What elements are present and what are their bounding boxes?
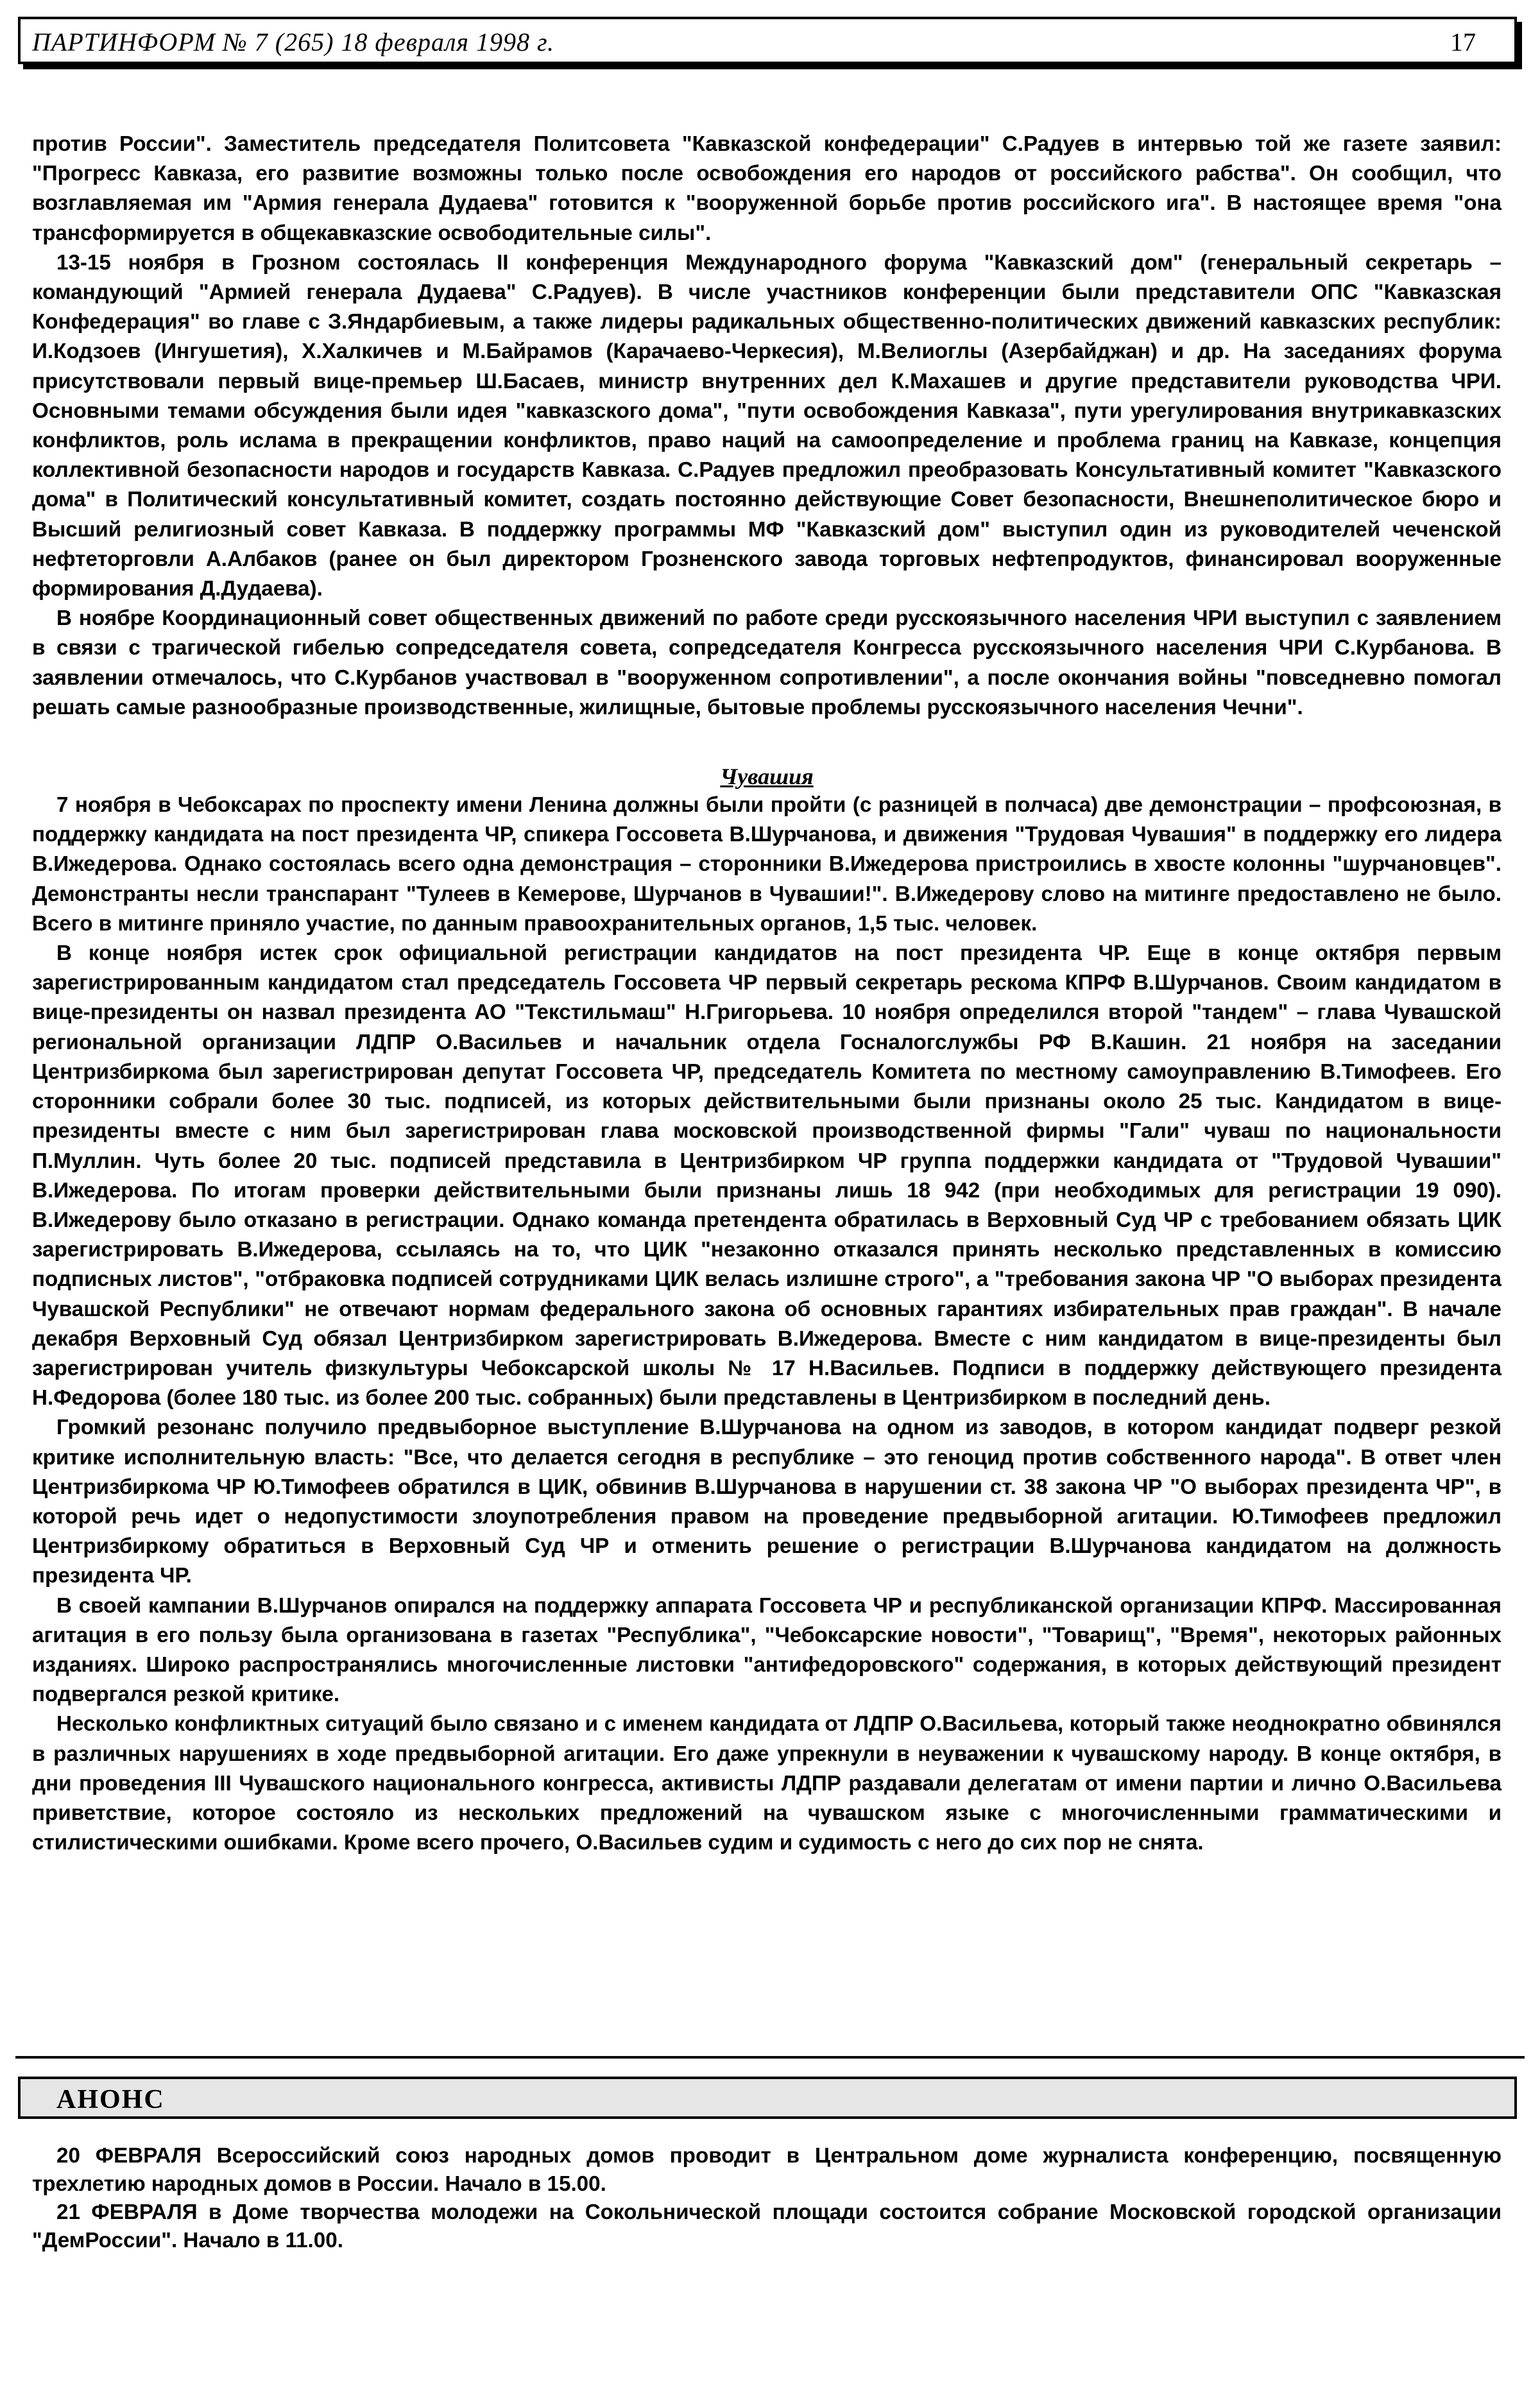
paragraph: против России". Заместитель председателя Политсовета "Кавказской конфедерации" С.Радуев в интервью той же газете заявил: "Прогресс Кавказа, его развитие возможны только после освобождения его народов от российского рабства". Он сообщил, что возглавляемая им "Армия генерала Дудаева" готовится к "вооруженной борьбе против российского ига". В настоящее время "она трансформируется в общекавказские освободительные силы". — [32, 132, 1502, 245]
section-heading: Чувашия — [720, 764, 814, 790]
paragraph: Несколько конфликтных ситуаций было связано и с именем кандидата от ЛДПР О.Васильева, который также неоднократно обвинялся в различных нарушениях в ходе предвыборной агитации. Его даже упрекнули в неуважении к чувашскому народу. В конце октября, в дни проведения III Чувашского национального конгресса, активисты ЛДПР раздавали делегатам от имени партии и лично О.Васильева приветствие, которое состояло из нескольких предложений на чувашском языке с многочисленными грамматическими и стилистическими ошибками. Кроме всего прочего, О.Васильев судим и судимость с него до сих пор не снята. — [32, 1712, 1502, 1855]
paragraph: Громкий резонанс получило предвыборное выступление В.Шурчанова на одном из заводов, в котором кандидат подверг резкой критике исполнительную власть: "Все, что делается сегодня в республике – это геноцид против собственного народа". В ответ член Центризбиркома ЧР Ю.Тимофеев обратился в ЦИК, обвинив В.Шурчанова в нарушении ст. 38 закона ЧР "О выборах президента ЧР", в которой речь идет о недопустимости злоупотребления правом на проведение предвыборной агитации. Ю.Тимофеев предложил Центризбиркому обратиться в Верховный Суд ЧР и отменить решение о регистрации В.Шурчанова кандидатом на должность президента ЧР. — [32, 1416, 1502, 1588]
paragraph: 7 ноября в Чебоксарах по проспекту имени Ленина должны были пройти (с разницей в полчаса) две демонстрации – профсоюзная, в поддержку кандидата на пост президента ЧР, спикера Госсовета В.Шурчанова, и движения "Трудовая Чувашия" в поддержку его лидера В.Ижедерова. Однако состоялась всего одна демонстрация – сторонники В.Ижедерова пристроились в хвосте колонны "шурчановцев". Демонстранты несли транспарант "Тулеев в Кемерове, Шурчанов в Чувашии!". В.Ижедерову слово на митинге предоставлено не было. Всего в митинге приняло участие, по данным правоохранительных органов, 1,5 тыс. человек. — [32, 793, 1502, 936]
publication-title: ПАРТИНФОРМ № 7 (265) 18 февраля 1998 г. — [32, 28, 555, 56]
page-header — [18, 17, 1517, 64]
paragraph: В конце ноября истек срок официальной регистрации кандидатов на пост президента ЧР. Еще в конце октября первым зарегистрированным кандидатом стал председатель Госсовета ЧР первый секретарь рескома КПРФ В.Шурчанов. Своим кандидатом в вице-президенты он назвал президента АО "Текстильмаш" Н.Григорьева. 10 ноября определился второй "тандем" – глава Чувашской региональной организации ЛДПР О.Васильев и начальник отдела Госналогслужбы РФ В.Кашин. 21 ноября на заседании Центризбиркома был зарегистрирован депутат Госсовета ЧР, председатель Комитета по местному самоуправлению В.Тимофеев. Его сторонники собрали более 30 тыс. подписей, из которых действительными были признаны около 25 тыс. Кандидатом в вице-президенты вместе с ним был зарегистрирован глава московской производственной фирмы "Гали" чуваш по национальности П.Муллин. Чуть более 20 тыс. подписей представила в Центризбирком ЧР группа поддержки кандидата от "Трудовой Чувашии" В.Ижедерова. По итогам проверки действительными были признаны лишь 18 942 (при необходимых для регистрации 19 090). В.Ижедерову было отказано в регистрации. Однако команда претендента обратилась в Верховный Суд ЧР с требованием обязать ЦИК зарегистрировать В.Ижедерова, ссылаясь на то, что ЦИК "незаконно отказался принять несколько представленных в комиссию подписных листов", "отбраковка подписей сотрудниками ЦИК велась излишне строго", а "требования закона ЧР "О выборах президента Чувашской Республики" не отвечают нормам федерального закона об основных гарантиях избирательных прав граждан". В начале декабря Верховный Суд обязал Центризбирком зарегистрировать В.Ижедерова. Вместе с ним кандидатом в вице-президенты был зарегистрирован учитель физкультуры Чебоксарской школы № 17 Н.Васильев. Подписи в поддержку действующего президента Н.Федорова (более 180 тыс. из более 200 тыс. собранных) были представлены в Центризбирком в последний день. — [32, 941, 1502, 1410]
announce-heading-box — [18, 2077, 1517, 2119]
paragraph: В своей кампании В.Шурчанов опирался на поддержку аппарата Госсовета ЧР и республиканской организации КПРФ. Массированная агитация в его пользу была организована в газетах "Республика", "Чебоксарские новости", "Товарищ", "Время", некоторых районных изданиях. Широко распространялись многочисленные листовки "антифедоровского" содержания, в которых действующий президент подвергался резкой критике. — [32, 1593, 1502, 1707]
paragraph: 13-15 ноября в Грозном состоялась II конференция Международного форума "Кавказский дом" (генеральный секретарь – командующий "Армией генерала Дудаева" С.Радуев). В числе участников конференции были представители ОПС "Кавказская Конфедерация" во главе с З.Яндарбиевым, а также лидеры радикальных общественно-политических движений кавказских республик: И.Кодзоев (Ингушетия), Х.Халкичев и М.Байрамов (Карачаево-Черкесия), М.Велиоглы (Азербайджан) и др. На заседаниях форума присутствовали первый вице-премьер Ш.Басаев, министр внутренних дел К.Махашев и другие представители руководства ЧРИ. Основными темами обсуждения были идея "кавказского дома", "пути освобождения Кавказа", пути урегулирования внутрикавказских конфликтов, роль ислама в прекращении конфликтов, право наций на самоопределение и проблема границ на Кавказе, концепция коллективной безопасности народов и государств Кавказа. С.Радуев предложил преобразовать Консультативный комитет "Кавказского дома" в Политический консультативный комитет, создать постоянно действующие Совет безопасности, Внешнеполитическое бюро и Высший религиозный совет Кавказа. В поддержку программы МФ "Кавказский дом" выступил один из руководителей чеченской нефтеторговли А.Албаков (ранее он был директором Грозненского завода торговых нефтепродуктов, финансировал вооруженные формирования Д.Дудаева). — [32, 250, 1502, 601]
announce-list — [32, 2142, 1502, 2255]
article-body — [32, 130, 1502, 1858]
paragraph: В ноябре Координационный совет общественных движений по работе среди русскоязычного населения ЧРИ выступил с заявлением в связи с трагической гибелью сопредседателя совета, сопредседателя Конгресса русскоязычного населения ЧРИ С.Курбанова. В заявлении отмечалось, что С.Курбанов участвовал в "вооруженном сопротивлении", а после окончания войны "повседневно помогал решать самые разнообразные производственные, жилищные, бытовые проблемы русскоязычного населения Чечни". — [32, 606, 1502, 719]
announce-item: 20 ФЕВРАЛЯ Всероссийский союз народных домов проводит в Центральном доме журналиста конференцию, посвященную трехлетию народных домов в России. Начало в 15.00. — [32, 2144, 1502, 2196]
section-divider — [15, 2056, 1525, 2059]
page-number: 17 — [1450, 28, 1476, 56]
announce-item: 21 ФЕВРАЛЯ в Доме творчества молодежи на Сокольнической площади состоится собрание Московской городской организации "ДемРоссии". Начало в 11.00. — [32, 2200, 1502, 2252]
announce-heading: АНОНС — [56, 2085, 165, 2114]
